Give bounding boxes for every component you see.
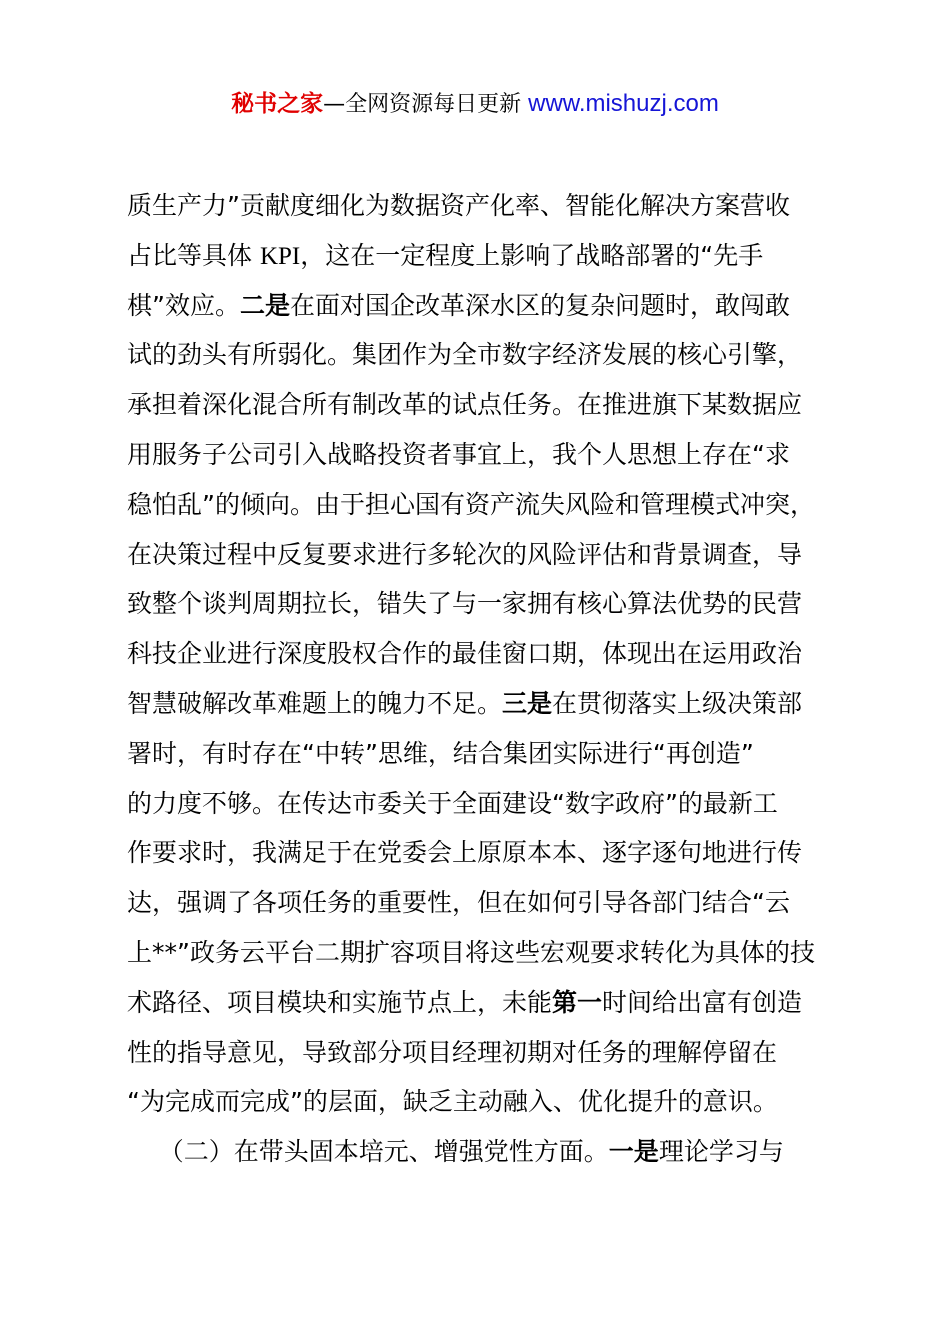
text-line	[127, 181, 847, 231]
text-line	[127, 878, 847, 928]
text-segment: 的力度不够。在传达市委关于全面建设“数字政府”的最新工	[127, 788, 778, 818]
bold-keyword: 第一	[552, 987, 603, 1017]
text-segment: 达，强调了各项任务的重要性，但在如何引导各部门结合“云	[127, 888, 790, 918]
text-line	[127, 978, 847, 1028]
text-segment: 用服务子公司引入战略投资者事宜上，我个人思想上存在“求	[127, 439, 790, 469]
text-line	[127, 330, 847, 380]
text-line	[127, 231, 847, 281]
text-segment: 棋”效应。	[127, 290, 240, 320]
text-line	[127, 430, 847, 480]
text-segment: 理论学习与	[658, 1137, 784, 1167]
text-line	[127, 579, 847, 629]
latin-term: KPI	[259, 242, 301, 270]
text-segment: 试的劲头有所弱化。集团作为全市数字经济发展的核心引擎，	[127, 340, 803, 370]
text-segment: 致整个谈判周期拉长，错失了与一家拥有核心算法优势的民营	[127, 589, 803, 619]
text-segment: 在面对国企改革深水区的复杂问题时，敢闯敢	[289, 290, 790, 320]
document-header	[0, 86, 950, 123]
text-segment: ，这在一定程度上影响了战略部署的“先手	[300, 240, 764, 270]
text-segment: 智慧破解改革难题上的魄力不足。	[127, 688, 503, 718]
text-segment: “为完成而完成”的层面，缺乏主动融入、优化提升的意识。	[127, 1087, 778, 1117]
text-line	[127, 1127, 847, 1177]
bold-keyword: 一是	[608, 1137, 659, 1167]
text-segment: 署时，有时存在“中转”思维，结合集团实际进行“再创造”	[127, 738, 754, 768]
text-segment: 性的指导意见，导致部分项目经理初期对任务的理解停留在	[127, 1037, 778, 1067]
text-segment: 时间给出富有创造	[602, 987, 803, 1017]
text-segment: 科技企业进行深度股权合作的最佳窗口期，体现出在运用政治	[127, 639, 803, 669]
text-line	[127, 1028, 847, 1078]
text-segment: 承担着深化混合所有制改革的试点任务。在推进旗下某数据应	[127, 390, 803, 420]
text-line	[127, 779, 847, 829]
brand-name: 秘书之家	[231, 91, 324, 117]
text-line	[127, 729, 847, 779]
document-body	[127, 181, 847, 1177]
text-line	[127, 380, 847, 430]
text-line	[127, 530, 847, 580]
text-segment: 术路径、项目模块和实施节点上，未能	[127, 987, 553, 1017]
header-slogan: —全网资源每日更新	[323, 92, 529, 117]
bold-keyword: 三是	[502, 688, 553, 718]
text-segment: 在贯彻落实上级决策部	[552, 688, 803, 718]
bold-keyword: 二是	[239, 290, 290, 320]
text-segment: 稳怕乱”的倾向。由于担心国有资产流失风险和管理模式冲突，	[127, 489, 815, 519]
text-line	[127, 679, 847, 729]
text-line	[127, 629, 847, 679]
text-line	[127, 928, 847, 978]
text-segment: 作要求时，我满足于在党委会上原原本本、逐字逐句地进行传	[127, 838, 803, 868]
text-line	[127, 480, 847, 530]
text-segment: 上**”政务云平台二期扩容项目将这些宏观要求转化为具体的技	[127, 937, 815, 967]
text-line	[127, 828, 847, 878]
text-segment: 在决策过程中反复要求进行多轮次的风险评估和背景调查，导	[127, 539, 803, 569]
text-segment: 质生产力”贡献度细化为数据资产化率、智能化解决方案营收	[127, 191, 790, 220]
text-line	[127, 1077, 847, 1127]
text-segment: （二）在带头固本培元、增强党性方面。	[127, 1137, 609, 1167]
site-url-link[interactable]: www.mishuzj.com	[528, 90, 719, 117]
text-line	[127, 281, 847, 331]
text-segment: 占比等具体	[127, 240, 260, 270]
